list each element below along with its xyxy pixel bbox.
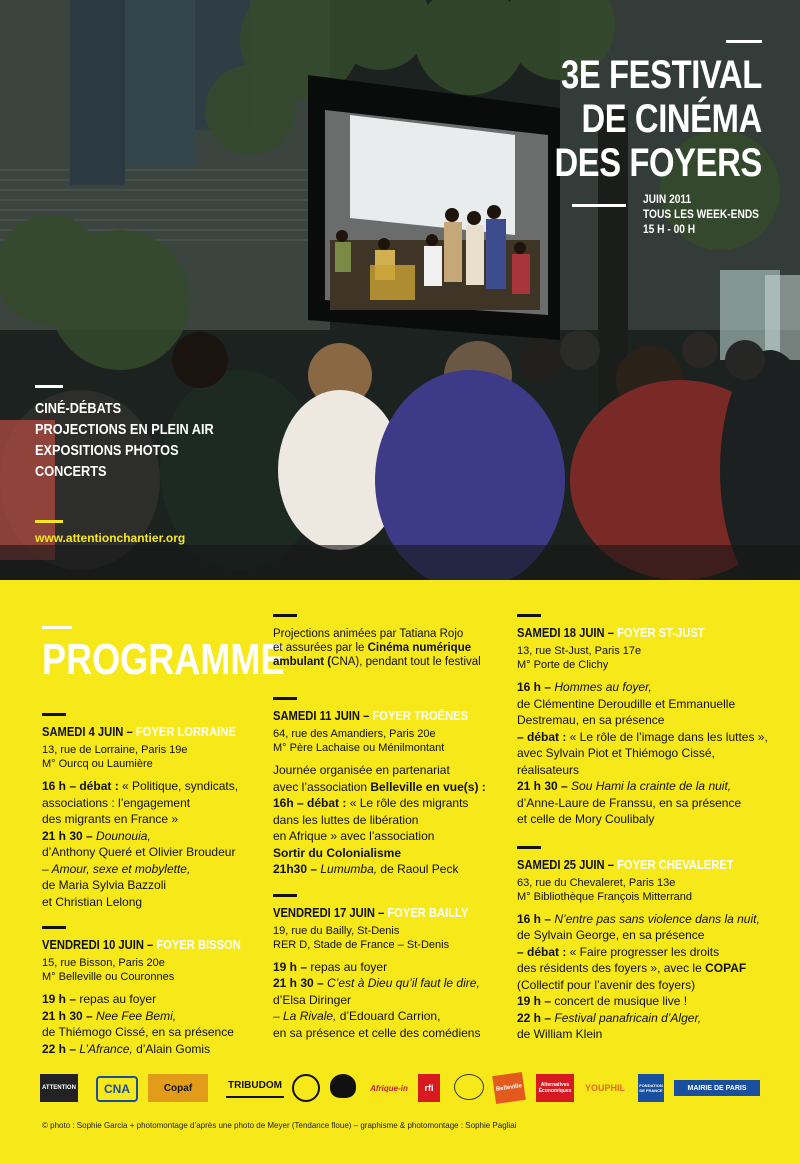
programme-line — [273, 779, 498, 796]
activities-rule — [35, 385, 63, 388]
intro-rule — [273, 614, 297, 617]
cna-logo — [96, 1076, 138, 1102]
photo-credits: © photo : Sophie Garcia + photomontage d’après une photo de Meyer (Tendance floue) – graphisme & photomontage : Sophie Pagliai — [42, 1121, 517, 1130]
logo-text: rfi — [424, 1083, 434, 1093]
round-seal-logo — [454, 1074, 484, 1100]
text: repas au foyer — [307, 959, 388, 974]
date-month: JUIN 2011 — [643, 192, 692, 206]
programme-rule — [42, 626, 72, 629]
film-title: Nee Fee Bemi, — [92, 1008, 177, 1023]
programme-line — [517, 729, 777, 746]
programme-line — [517, 944, 777, 961]
event-foyer: FOYER TROËNES — [372, 708, 469, 723]
time-label: 19 h – — [517, 994, 552, 1008]
text: des résidents des foyers », avec le — [517, 961, 706, 975]
film-title: – Amour, sexe et mobylette, — [42, 861, 191, 876]
attention-chantier-logo — [40, 1074, 78, 1102]
programme-line — [273, 795, 498, 812]
title-line-1: 3E FESTIVAL — [561, 53, 762, 97]
time-label: 16 h – — [517, 680, 552, 694]
title-line-2: DE CINÉMA — [581, 97, 762, 141]
programme-line: d’Elsa Diringer — [273, 992, 352, 1007]
event-address — [273, 924, 498, 952]
film-title: Lumumba, — [317, 862, 378, 876]
programme-line: de Clémentine Deroudille et Emmanuelle — [517, 696, 736, 711]
date-hours: 15 H - 00 H — [643, 222, 696, 236]
partner-name: Sortir du Colonialisme — [273, 845, 402, 860]
intro-line — [273, 641, 498, 655]
text: « Politique, syndicats, — [118, 779, 239, 793]
film-title: – La Rivale, — [273, 1009, 337, 1023]
film-title: Hommes au foyer, — [551, 680, 652, 694]
address-line: 63, rue du Chevaleret, Paris 13e — [517, 876, 676, 889]
event-day: SAMEDI 18 JUIN – — [517, 625, 618, 640]
logo-text: ATTENTION — [42, 1085, 76, 1091]
event-address — [42, 743, 257, 771]
alternatives-economiques-logo — [536, 1074, 574, 1102]
programme-column-2 — [273, 600, 498, 1041]
time-label: 21 h 30 – — [273, 976, 324, 990]
time-label: 21 h 30 – — [42, 1008, 93, 1023]
programme-line: réalisateurs — [517, 762, 580, 777]
event-rule — [273, 697, 297, 700]
metro-line: M° Bibliothèque François Mitterrand — [517, 890, 692, 903]
belleville-logo — [492, 1072, 526, 1104]
intro-line: Projections animées par Tatiana Rojo — [273, 628, 464, 640]
event-heading — [517, 857, 741, 873]
programme-line: de William Klein — [517, 1027, 603, 1041]
event-samedi-18 — [517, 614, 777, 828]
cna-name: ambulant ( — [273, 656, 332, 668]
website-rule — [35, 520, 63, 523]
festival-photo — [0, 0, 800, 580]
programme-line: de Thiémogo Cissé, en sa présence — [42, 1025, 234, 1039]
programme-line — [517, 679, 777, 696]
event-heading — [42, 937, 241, 953]
circle-logo — [292, 1074, 320, 1102]
programme-intro — [273, 627, 498, 669]
text: d’Alain Gomis — [132, 1041, 211, 1056]
programme-line: Journée organisée en partenariat — [273, 763, 450, 777]
event-vendredi-10 — [42, 926, 257, 1057]
event-heading — [517, 625, 741, 641]
film-title: Sou Hami la crainte de la nuit, — [567, 779, 732, 793]
event-foyer: FOYER BAILLY — [387, 904, 469, 920]
logo-text: CNA — [104, 1082, 130, 1096]
metro-line: M° Père Lachaise ou Ménilmontant — [273, 742, 445, 754]
programme-line — [517, 993, 777, 1010]
address-line: 13, rue St-Just, Paris 17e — [517, 645, 642, 657]
fondation-de-france-logo — [638, 1074, 664, 1102]
programme-line: Destremau, en sa présence — [517, 713, 665, 727]
event-rule — [42, 713, 66, 716]
event-day: SAMEDI 11 JUIN – — [273, 708, 373, 723]
programme-line — [273, 861, 498, 878]
title-rule — [726, 40, 762, 43]
partner-name: Belleville en vue(s) : — [370, 779, 486, 794]
programme-line — [42, 991, 257, 1008]
event-day: VENDREDI 17 JUIN – — [273, 904, 388, 920]
programme-line: en sa présence et celle des comédiens — [273, 1025, 481, 1040]
text: avec l’association — [273, 779, 371, 794]
event-address — [42, 956, 257, 984]
event-address — [273, 727, 498, 755]
programme-column-3 — [517, 600, 777, 1043]
event-day: SAMEDI 4 JUIN – — [42, 724, 136, 739]
time-label: – débat : — [517, 729, 567, 744]
film-title: Festival panafricain d’Alger, — [551, 1010, 702, 1025]
event-rule — [517, 614, 541, 617]
event-address — [517, 644, 777, 672]
logo-text: Alternatives Économiques — [538, 1082, 572, 1094]
time-label: 21 h 30 – — [42, 828, 93, 843]
programme-line — [42, 1041, 257, 1058]
event-samedi-25 — [517, 846, 777, 1043]
programme-line: et Christian Lelong — [42, 894, 143, 909]
text: concert de musique live ! — [551, 994, 688, 1008]
text: d’Edouard Carrion, — [336, 1009, 441, 1023]
event-foyer: FOYER LORRAINE — [135, 724, 236, 739]
activity-item: PROJECTIONS EN PLEIN AIR — [35, 421, 214, 438]
logo-text: Afrique-in — [370, 1083, 408, 1093]
activity-item: EXPOSITIONS PHOTOS — [35, 442, 179, 459]
mairie-de-paris-logo — [674, 1080, 760, 1096]
activity-item: CONCERTS — [35, 463, 107, 480]
programme-line: avec Sylvain Piot et Thiémogo Cissé, — [517, 746, 715, 760]
address-line: 64, rue des Amandiers, Paris 20e — [273, 728, 436, 740]
programme-line: associations : l’engagement — [42, 795, 191, 810]
address-line: 13, rue de Lorraine, Paris 19e — [42, 744, 188, 756]
text: « Le rôle de l’image dans les luttes », — [566, 729, 768, 744]
title-line-3: DES FOYERS — [554, 141, 762, 185]
time-label: – débat : — [517, 944, 567, 959]
text: et assurées par le — [273, 642, 368, 654]
date-rule — [572, 204, 626, 207]
time-label: 22 h – — [517, 1010, 552, 1025]
event-foyer: FOYER BISSON — [156, 937, 241, 952]
activity-item: CINÉ-DÉBATS — [35, 400, 122, 417]
cna-name: Cinéma numérique — [367, 642, 472, 654]
logo-text: TRIBUDOM — [228, 1079, 282, 1091]
event-day: SAMEDI 25 JUIN – — [517, 856, 618, 872]
address-line: 15, rue Bisson, Paris 20e — [42, 957, 165, 969]
programme-line — [517, 1010, 777, 1027]
programme-line — [517, 960, 777, 977]
mask-logo — [330, 1074, 356, 1098]
film-title: L’Afrance, — [76, 1041, 133, 1056]
programme-line — [273, 975, 498, 992]
programme-line: des migrants en France » — [42, 812, 179, 826]
text: repas au foyer — [76, 992, 157, 1006]
tribudom-logo — [226, 1074, 284, 1098]
event-heading — [273, 708, 467, 724]
metro-line: M° Belleville ou Couronnes — [42, 971, 175, 983]
event-vendredi-17 — [273, 894, 498, 1042]
time-label: 16 h – — [517, 911, 552, 926]
time-label: 22 h – — [42, 1041, 77, 1056]
programme-line — [517, 778, 777, 795]
event-samedi-4 — [42, 713, 257, 910]
programme-column-1 — [42, 600, 285, 1057]
metro-line: M° Ourcq ou Laumière — [42, 758, 153, 770]
programme-line — [42, 1008, 257, 1025]
festival-dates — [643, 192, 779, 237]
programme-line: (Collectif pour l’avenir des foyers) — [517, 977, 696, 992]
metro-line: RER D, Stade de France – St-Denis — [273, 938, 450, 951]
event-day: VENDREDI 10 JUIN – — [42, 937, 157, 952]
metro-line: M° Porte de Clichy — [517, 659, 609, 671]
programme-line — [42, 778, 257, 795]
event-rule — [42, 926, 66, 929]
event-heading — [273, 905, 467, 921]
event-samedi-11 — [273, 697, 498, 878]
logo-text: FONDATION DE FRANCE — [639, 1083, 663, 1093]
website-link[interactable]: www.attentionchantier.org — [35, 531, 186, 545]
programme-line — [273, 959, 498, 976]
logo-text: Copaf — [163, 1082, 193, 1094]
programme-title: PROGRAMME — [42, 635, 285, 684]
time-label: 16h – débat : — [273, 796, 347, 810]
event-foyer: FOYER CHEVALERET — [617, 856, 734, 872]
programme-line — [273, 1008, 498, 1025]
logo-text: Belleville — [495, 1083, 523, 1093]
programme-line: d’Anne-Laure de Franssu, en sa présence — [517, 795, 742, 810]
programme-line: d’Anthony Queré et Olivier Broudeur — [42, 845, 236, 859]
copaf-logo — [148, 1074, 208, 1102]
date-weekends: TOUS LES WEEK-ENDS — [643, 207, 759, 221]
time-label: 19 h – — [273, 959, 308, 974]
intro-line — [273, 655, 498, 669]
youphil-logo — [582, 1074, 628, 1102]
partner-name: COPAF — [705, 961, 747, 975]
text: « Faire progresser les droits — [566, 944, 720, 959]
programme-line: dans les luttes de libération — [273, 812, 419, 827]
film-title: C’est à Dieu qu’il faut le dire, — [323, 976, 480, 990]
programme-line: de Sylvain George, en sa présence — [517, 928, 705, 942]
logo-text: YOUPHIL — [584, 1083, 625, 1093]
logo-text: MAIRIE DE PARIS — [687, 1084, 747, 1092]
event-rule — [517, 846, 541, 849]
event-foyer: FOYER ST-JUST — [617, 625, 705, 640]
film-title: Dounouia, — [92, 828, 151, 843]
festival-title — [509, 40, 762, 185]
programme-line: de Maria Sylvia Bazzoli — [42, 878, 167, 892]
time-label: 21h30 – — [273, 862, 318, 876]
programme-line — [517, 911, 777, 928]
film-title: N’entre pas sans violence dans la nuit, — [551, 911, 760, 926]
time-label: 16 h – débat : — [42, 779, 119, 793]
afrique-in-logo — [370, 1074, 408, 1102]
rfi-logo — [418, 1074, 440, 1102]
partner-logos — [40, 1074, 764, 1108]
time-label: 19 h – — [42, 992, 77, 1006]
programme-line — [42, 828, 257, 845]
text: « Le rôle des migrants — [346, 796, 469, 810]
address-line: 19, rue du Bailly, St-Denis — [273, 924, 400, 937]
text: CNA), pendant tout le festival — [331, 656, 481, 668]
activities-list — [35, 385, 245, 482]
event-heading — [42, 724, 236, 740]
programme-line: et celle de Mory Coulibaly — [517, 812, 655, 826]
event-rule — [273, 894, 297, 897]
text: de Raoul Peck — [377, 862, 459, 876]
programme-line: en Afrique » avec l’association — [273, 829, 435, 843]
time-label: 21 h 30 – — [517, 779, 568, 793]
event-address — [517, 876, 777, 904]
